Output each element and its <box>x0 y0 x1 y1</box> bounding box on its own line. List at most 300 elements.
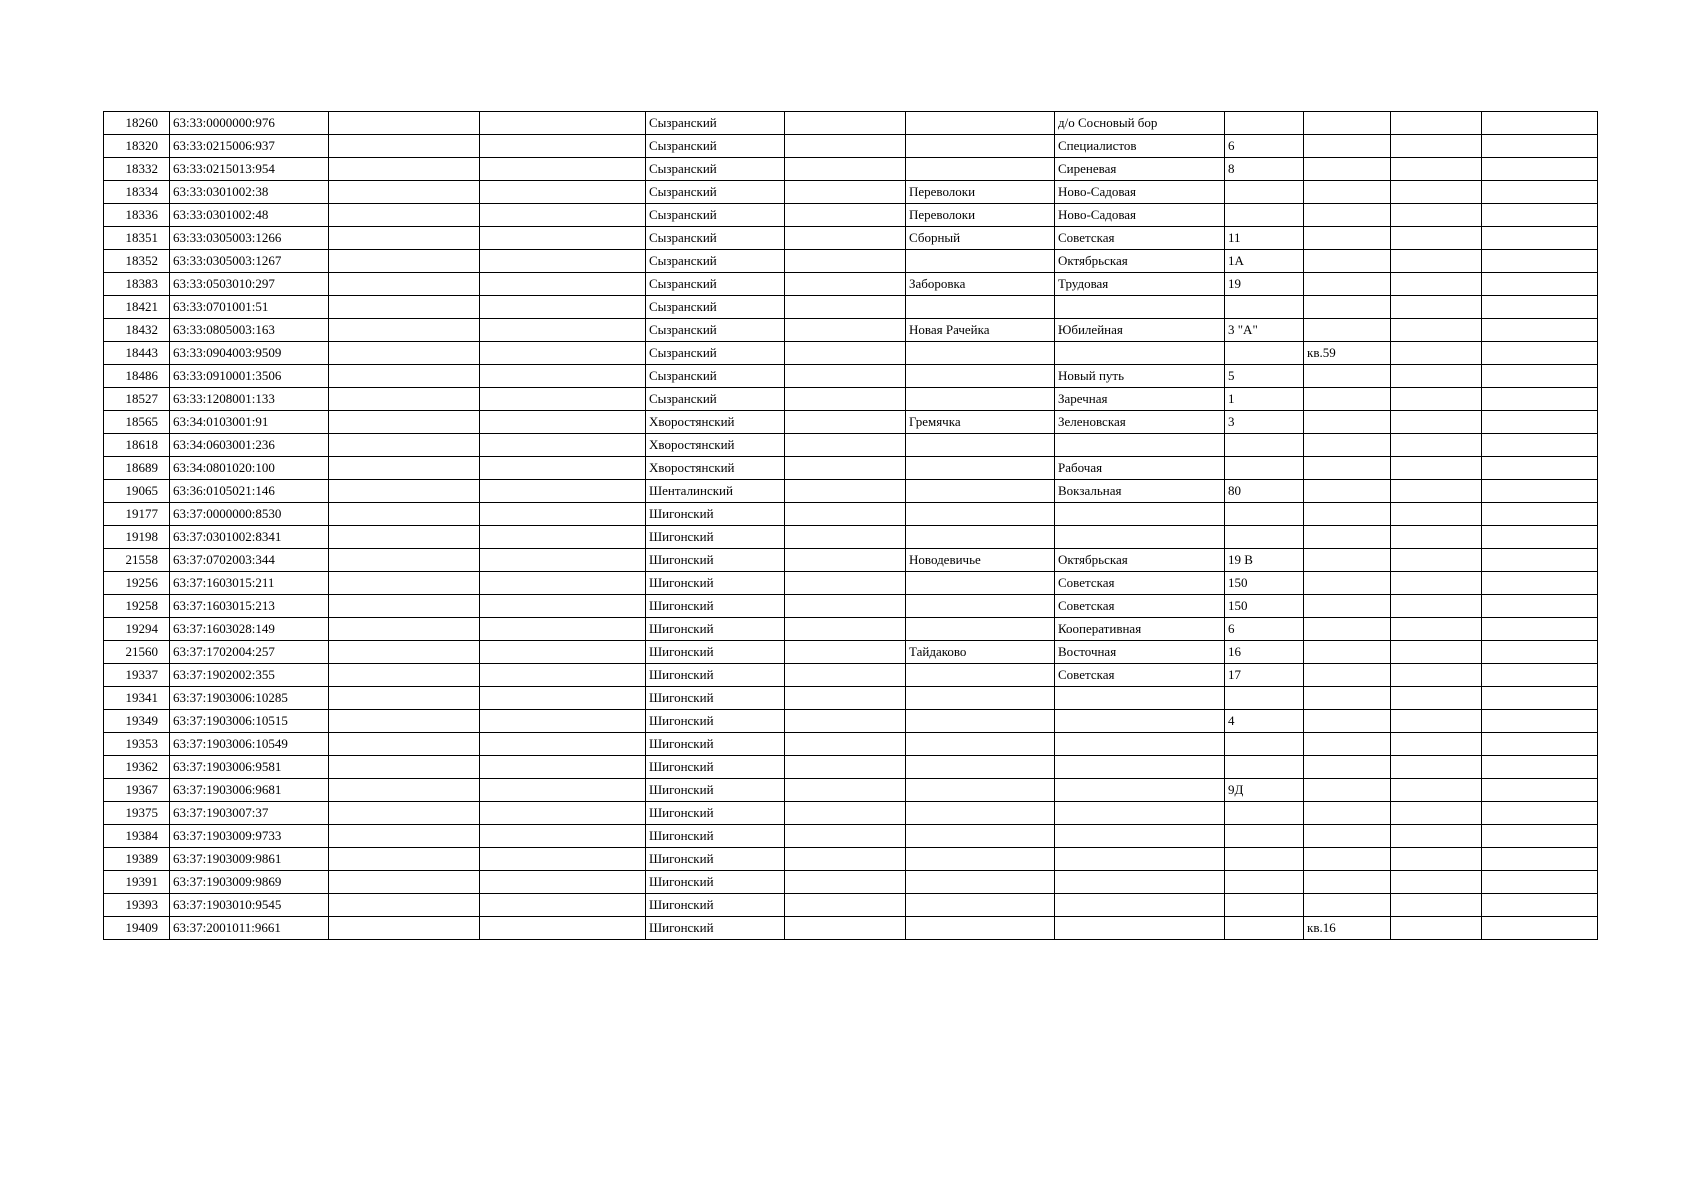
col-3-cell <box>329 457 480 480</box>
col-11-cell <box>1391 572 1482 595</box>
col-4-cell <box>480 687 646 710</box>
street-cell <box>1055 342 1225 365</box>
col-12-cell <box>1482 756 1598 779</box>
col-4-cell <box>480 227 646 250</box>
row-number-cell: 18421 <box>104 296 170 319</box>
locality-cell <box>906 503 1055 526</box>
locality-cell: Сборный <box>906 227 1055 250</box>
col-11-cell <box>1391 411 1482 434</box>
col-6-cell <box>785 687 906 710</box>
locality-cell <box>906 572 1055 595</box>
district-cell: Хворостянский <box>646 457 785 480</box>
col-12-cell <box>1482 388 1598 411</box>
cadastral-number-cell: 63:37:1903006:9681 <box>170 779 329 802</box>
col-4-cell <box>480 135 646 158</box>
locality-cell: Переволоки <box>906 204 1055 227</box>
col-3-cell <box>329 503 480 526</box>
col-11-cell <box>1391 894 1482 917</box>
table-row <box>104 595 1598 618</box>
col-3-cell <box>329 779 480 802</box>
cadastral-number-cell: 63:33:0215013:954 <box>170 158 329 181</box>
district-cell: Шигонский <box>646 687 785 710</box>
col-4-cell <box>480 342 646 365</box>
col-3-cell <box>329 733 480 756</box>
col-3-cell <box>329 687 480 710</box>
col-4-cell <box>480 296 646 319</box>
col-3-cell <box>329 112 480 135</box>
street-cell <box>1055 526 1225 549</box>
col-6-cell <box>785 894 906 917</box>
col-6-cell <box>785 733 906 756</box>
row-number-cell: 19256 <box>104 572 170 595</box>
cadastral-number-cell: 63:33:0305003:1266 <box>170 227 329 250</box>
street-cell <box>1055 917 1225 940</box>
district-cell: Сызранский <box>646 135 785 158</box>
street-cell <box>1055 848 1225 871</box>
col-6-cell <box>785 158 906 181</box>
row-number-cell: 18618 <box>104 434 170 457</box>
house-cell: 1 <box>1225 388 1304 411</box>
street-cell: Восточная <box>1055 641 1225 664</box>
cadastral-number-cell: 63:37:1903006:10515 <box>170 710 329 733</box>
row-number-cell: 19367 <box>104 779 170 802</box>
col-12-cell <box>1482 641 1598 664</box>
apartment-cell <box>1304 250 1391 273</box>
col-4-cell <box>480 756 646 779</box>
table-row <box>104 296 1598 319</box>
street-cell <box>1055 710 1225 733</box>
row-number-cell: 19065 <box>104 480 170 503</box>
district-cell: Шигонский <box>646 526 785 549</box>
row-number-cell: 19337 <box>104 664 170 687</box>
street-cell: Октябрьская <box>1055 250 1225 273</box>
col-12-cell <box>1482 227 1598 250</box>
table-row <box>104 825 1598 848</box>
district-cell: Сызранский <box>646 204 785 227</box>
street-cell <box>1055 756 1225 779</box>
col-4-cell <box>480 319 646 342</box>
street-cell: Советская <box>1055 664 1225 687</box>
col-3-cell <box>329 917 480 940</box>
locality-cell <box>906 687 1055 710</box>
col-6-cell <box>785 411 906 434</box>
district-cell: Шигонский <box>646 756 785 779</box>
street-cell <box>1055 871 1225 894</box>
district-cell: Сызранский <box>646 158 785 181</box>
district-cell: Шигонский <box>646 641 785 664</box>
cadastral-number-cell: 63:34:0103001:91 <box>170 411 329 434</box>
apartment-cell <box>1304 641 1391 664</box>
street-cell: Новый путь <box>1055 365 1225 388</box>
cadastral-number-cell: 63:37:1902002:355 <box>170 664 329 687</box>
col-11-cell <box>1391 641 1482 664</box>
locality-cell <box>906 917 1055 940</box>
locality-cell <box>906 135 1055 158</box>
street-cell <box>1055 434 1225 457</box>
house-cell <box>1225 871 1304 894</box>
apartment-cell <box>1304 710 1391 733</box>
district-cell: Сызранский <box>646 250 785 273</box>
street-cell: Юбилейная <box>1055 319 1225 342</box>
district-cell: Сызранский <box>646 319 785 342</box>
row-number-cell: 18689 <box>104 457 170 480</box>
col-11-cell <box>1391 250 1482 273</box>
apartment-cell <box>1304 135 1391 158</box>
cadastral-number-cell: 63:33:0301002:48 <box>170 204 329 227</box>
col-4-cell <box>480 112 646 135</box>
row-number-cell: 19198 <box>104 526 170 549</box>
col-12-cell <box>1482 664 1598 687</box>
col-6-cell <box>785 572 906 595</box>
cadastral-number-cell: 63:37:1903009:9869 <box>170 871 329 894</box>
col-11-cell <box>1391 733 1482 756</box>
col-6-cell <box>785 457 906 480</box>
street-cell: Зеленовская <box>1055 411 1225 434</box>
district-cell: Сызранский <box>646 365 785 388</box>
col-3-cell <box>329 158 480 181</box>
apartment-cell <box>1304 595 1391 618</box>
col-3-cell <box>329 388 480 411</box>
col-11-cell <box>1391 526 1482 549</box>
col-3-cell <box>329 595 480 618</box>
apartment-cell: кв.16 <box>1304 917 1391 940</box>
col-4-cell <box>480 365 646 388</box>
col-4-cell <box>480 549 646 572</box>
street-cell <box>1055 825 1225 848</box>
locality-cell: Заборовка <box>906 273 1055 296</box>
row-number-cell: 19294 <box>104 618 170 641</box>
col-12-cell <box>1482 710 1598 733</box>
house-cell: 4 <box>1225 710 1304 733</box>
apartment-cell <box>1304 871 1391 894</box>
col-11-cell <box>1391 204 1482 227</box>
col-11-cell <box>1391 802 1482 825</box>
col-4-cell <box>480 204 646 227</box>
table-row <box>104 687 1598 710</box>
apartment-cell <box>1304 158 1391 181</box>
apartment-cell <box>1304 204 1391 227</box>
col-11-cell <box>1391 319 1482 342</box>
col-11-cell <box>1391 112 1482 135</box>
district-cell: Сызранский <box>646 181 785 204</box>
col-3-cell <box>329 365 480 388</box>
col-4-cell <box>480 917 646 940</box>
col-3-cell <box>329 848 480 871</box>
col-11-cell <box>1391 342 1482 365</box>
col-4-cell <box>480 480 646 503</box>
street-cell: Советская <box>1055 227 1225 250</box>
cadastral-number-cell: 63:33:0215006:937 <box>170 135 329 158</box>
col-12-cell <box>1482 342 1598 365</box>
table-row <box>104 434 1598 457</box>
col-6-cell <box>785 710 906 733</box>
col-3-cell <box>329 871 480 894</box>
row-number-cell: 19362 <box>104 756 170 779</box>
col-11-cell <box>1391 365 1482 388</box>
district-cell: Шигонский <box>646 572 785 595</box>
locality-cell <box>906 618 1055 641</box>
house-cell <box>1225 733 1304 756</box>
table-row <box>104 779 1598 802</box>
locality-cell <box>906 434 1055 457</box>
col-3-cell <box>329 756 480 779</box>
cadastral-number-cell: 63:37:1903006:10549 <box>170 733 329 756</box>
row-number-cell: 18432 <box>104 319 170 342</box>
col-11-cell <box>1391 273 1482 296</box>
locality-cell: Новая Рачейка <box>906 319 1055 342</box>
col-4-cell <box>480 411 646 434</box>
cadastral-number-cell: 63:33:0305003:1267 <box>170 250 329 273</box>
row-number-cell: 19409 <box>104 917 170 940</box>
col-6-cell <box>785 112 906 135</box>
col-4-cell <box>480 848 646 871</box>
apartment-cell <box>1304 894 1391 917</box>
col-4-cell <box>480 181 646 204</box>
col-3-cell <box>329 572 480 595</box>
apartment-cell <box>1304 273 1391 296</box>
table-row <box>104 181 1598 204</box>
district-cell: Сызранский <box>646 227 785 250</box>
col-4-cell <box>480 894 646 917</box>
col-3-cell <box>329 549 480 572</box>
house-cell: 150 <box>1225 595 1304 618</box>
cadastral-number-cell: 63:36:0105021:146 <box>170 480 329 503</box>
house-cell <box>1225 204 1304 227</box>
col-12-cell <box>1482 733 1598 756</box>
table-row <box>104 250 1598 273</box>
street-cell: Кооперативная <box>1055 618 1225 641</box>
row-number-cell: 18351 <box>104 227 170 250</box>
table-row <box>104 388 1598 411</box>
house-cell <box>1225 434 1304 457</box>
col-12-cell <box>1482 549 1598 572</box>
row-number-cell: 19375 <box>104 802 170 825</box>
house-cell: 9Д <box>1225 779 1304 802</box>
apartment-cell <box>1304 848 1391 871</box>
col-12-cell <box>1482 434 1598 457</box>
locality-cell <box>906 848 1055 871</box>
col-4-cell <box>480 710 646 733</box>
street-cell: д/о Сосновый бор <box>1055 112 1225 135</box>
apartment-cell <box>1304 526 1391 549</box>
col-6-cell <box>785 848 906 871</box>
col-12-cell <box>1482 572 1598 595</box>
col-6-cell <box>785 365 906 388</box>
table-row <box>104 756 1598 779</box>
house-cell <box>1225 756 1304 779</box>
district-cell: Хворостянский <box>646 434 785 457</box>
property-registry-table <box>103 111 1598 940</box>
locality-cell: Гремячка <box>906 411 1055 434</box>
locality-cell <box>906 342 1055 365</box>
row-number-cell: 18334 <box>104 181 170 204</box>
col-11-cell <box>1391 457 1482 480</box>
col-3-cell <box>329 273 480 296</box>
table-body <box>104 112 1598 940</box>
street-cell <box>1055 802 1225 825</box>
col-6-cell <box>785 917 906 940</box>
locality-cell <box>906 802 1055 825</box>
col-4-cell <box>480 595 646 618</box>
col-12-cell <box>1482 503 1598 526</box>
row-number-cell: 19393 <box>104 894 170 917</box>
col-4-cell <box>480 503 646 526</box>
cadastral-number-cell: 63:37:1903006:9581 <box>170 756 329 779</box>
col-3-cell <box>329 894 480 917</box>
col-6-cell <box>785 388 906 411</box>
table-row <box>104 457 1598 480</box>
house-cell: 80 <box>1225 480 1304 503</box>
col-6-cell <box>785 618 906 641</box>
table-row <box>104 664 1598 687</box>
street-cell: Сиреневая <box>1055 158 1225 181</box>
table-row <box>104 158 1598 181</box>
apartment-cell <box>1304 664 1391 687</box>
col-12-cell <box>1482 112 1598 135</box>
apartment-cell <box>1304 227 1391 250</box>
col-4-cell <box>480 664 646 687</box>
locality-cell: Новодевичье <box>906 549 1055 572</box>
col-6-cell <box>785 664 906 687</box>
col-12-cell <box>1482 250 1598 273</box>
locality-cell <box>906 112 1055 135</box>
table-row <box>104 112 1598 135</box>
locality-cell <box>906 710 1055 733</box>
col-6-cell <box>785 434 906 457</box>
house-cell: 6 <box>1225 618 1304 641</box>
street-cell: Октябрьская <box>1055 549 1225 572</box>
street-cell: Рабочая <box>1055 457 1225 480</box>
row-number-cell: 18332 <box>104 158 170 181</box>
col-12-cell <box>1482 779 1598 802</box>
district-cell: Сызранский <box>646 342 785 365</box>
col-12-cell <box>1482 871 1598 894</box>
street-cell <box>1055 733 1225 756</box>
district-cell: Шигонский <box>646 871 785 894</box>
house-cell: 3 "А" <box>1225 319 1304 342</box>
apartment-cell <box>1304 319 1391 342</box>
house-cell: 19 В <box>1225 549 1304 572</box>
district-cell: Шенталинский <box>646 480 785 503</box>
locality-cell <box>906 158 1055 181</box>
house-cell: 8 <box>1225 158 1304 181</box>
house-cell <box>1225 848 1304 871</box>
street-cell <box>1055 503 1225 526</box>
col-11-cell <box>1391 227 1482 250</box>
row-number-cell: 18352 <box>104 250 170 273</box>
col-4-cell <box>480 388 646 411</box>
col-12-cell <box>1482 135 1598 158</box>
table-row <box>104 204 1598 227</box>
apartment-cell <box>1304 365 1391 388</box>
house-cell <box>1225 687 1304 710</box>
district-cell: Шигонский <box>646 595 785 618</box>
col-4-cell <box>480 158 646 181</box>
col-6-cell <box>785 250 906 273</box>
col-6-cell <box>785 641 906 664</box>
house-cell <box>1225 181 1304 204</box>
cadastral-number-cell: 63:37:1603028:149 <box>170 618 329 641</box>
col-12-cell <box>1482 273 1598 296</box>
cadastral-number-cell: 63:34:0603001:236 <box>170 434 329 457</box>
col-11-cell <box>1391 871 1482 894</box>
col-3-cell <box>329 641 480 664</box>
col-11-cell <box>1391 618 1482 641</box>
district-cell: Сызранский <box>646 112 785 135</box>
col-11-cell <box>1391 434 1482 457</box>
apartment-cell <box>1304 687 1391 710</box>
col-4-cell <box>480 572 646 595</box>
col-11-cell <box>1391 848 1482 871</box>
table-row <box>104 342 1598 365</box>
col-3-cell <box>329 204 480 227</box>
cadastral-number-cell: 63:33:0904003:9509 <box>170 342 329 365</box>
row-number-cell: 18336 <box>104 204 170 227</box>
col-6-cell <box>785 342 906 365</box>
col-12-cell <box>1482 158 1598 181</box>
col-12-cell <box>1482 457 1598 480</box>
street-cell: Ново-Садовая <box>1055 181 1225 204</box>
col-11-cell <box>1391 687 1482 710</box>
house-cell <box>1225 503 1304 526</box>
locality-cell <box>906 871 1055 894</box>
col-3-cell <box>329 825 480 848</box>
cadastral-number-cell: 63:37:1903006:10285 <box>170 687 329 710</box>
district-cell: Шигонский <box>646 894 785 917</box>
col-6-cell <box>785 480 906 503</box>
row-number-cell: 19177 <box>104 503 170 526</box>
cadastral-number-cell: 63:33:0503010:297 <box>170 273 329 296</box>
col-11-cell <box>1391 710 1482 733</box>
apartment-cell <box>1304 572 1391 595</box>
district-cell: Шигонский <box>646 917 785 940</box>
apartment-cell <box>1304 411 1391 434</box>
col-3-cell <box>329 664 480 687</box>
locality-cell <box>906 250 1055 273</box>
locality-cell <box>906 457 1055 480</box>
house-cell: 3 <box>1225 411 1304 434</box>
col-11-cell <box>1391 296 1482 319</box>
col-11-cell <box>1391 135 1482 158</box>
col-3-cell <box>329 618 480 641</box>
table-row <box>104 710 1598 733</box>
col-12-cell <box>1482 411 1598 434</box>
row-number-cell: 19384 <box>104 825 170 848</box>
district-cell: Шигонский <box>646 825 785 848</box>
col-11-cell <box>1391 917 1482 940</box>
street-cell <box>1055 687 1225 710</box>
col-11-cell <box>1391 825 1482 848</box>
street-cell <box>1055 779 1225 802</box>
street-cell: Советская <box>1055 572 1225 595</box>
col-12-cell <box>1482 181 1598 204</box>
street-cell: Советская <box>1055 595 1225 618</box>
locality-cell <box>906 825 1055 848</box>
district-cell: Шигонский <box>646 618 785 641</box>
table-row <box>104 273 1598 296</box>
cadastral-number-cell: 63:33:0910001:3506 <box>170 365 329 388</box>
table-row <box>104 641 1598 664</box>
col-12-cell <box>1482 365 1598 388</box>
col-12-cell <box>1482 618 1598 641</box>
row-number-cell: 21560 <box>104 641 170 664</box>
col-6-cell <box>785 204 906 227</box>
district-cell: Сызранский <box>646 296 785 319</box>
locality-cell <box>906 526 1055 549</box>
house-cell <box>1225 894 1304 917</box>
col-12-cell <box>1482 526 1598 549</box>
col-3-cell <box>329 135 480 158</box>
